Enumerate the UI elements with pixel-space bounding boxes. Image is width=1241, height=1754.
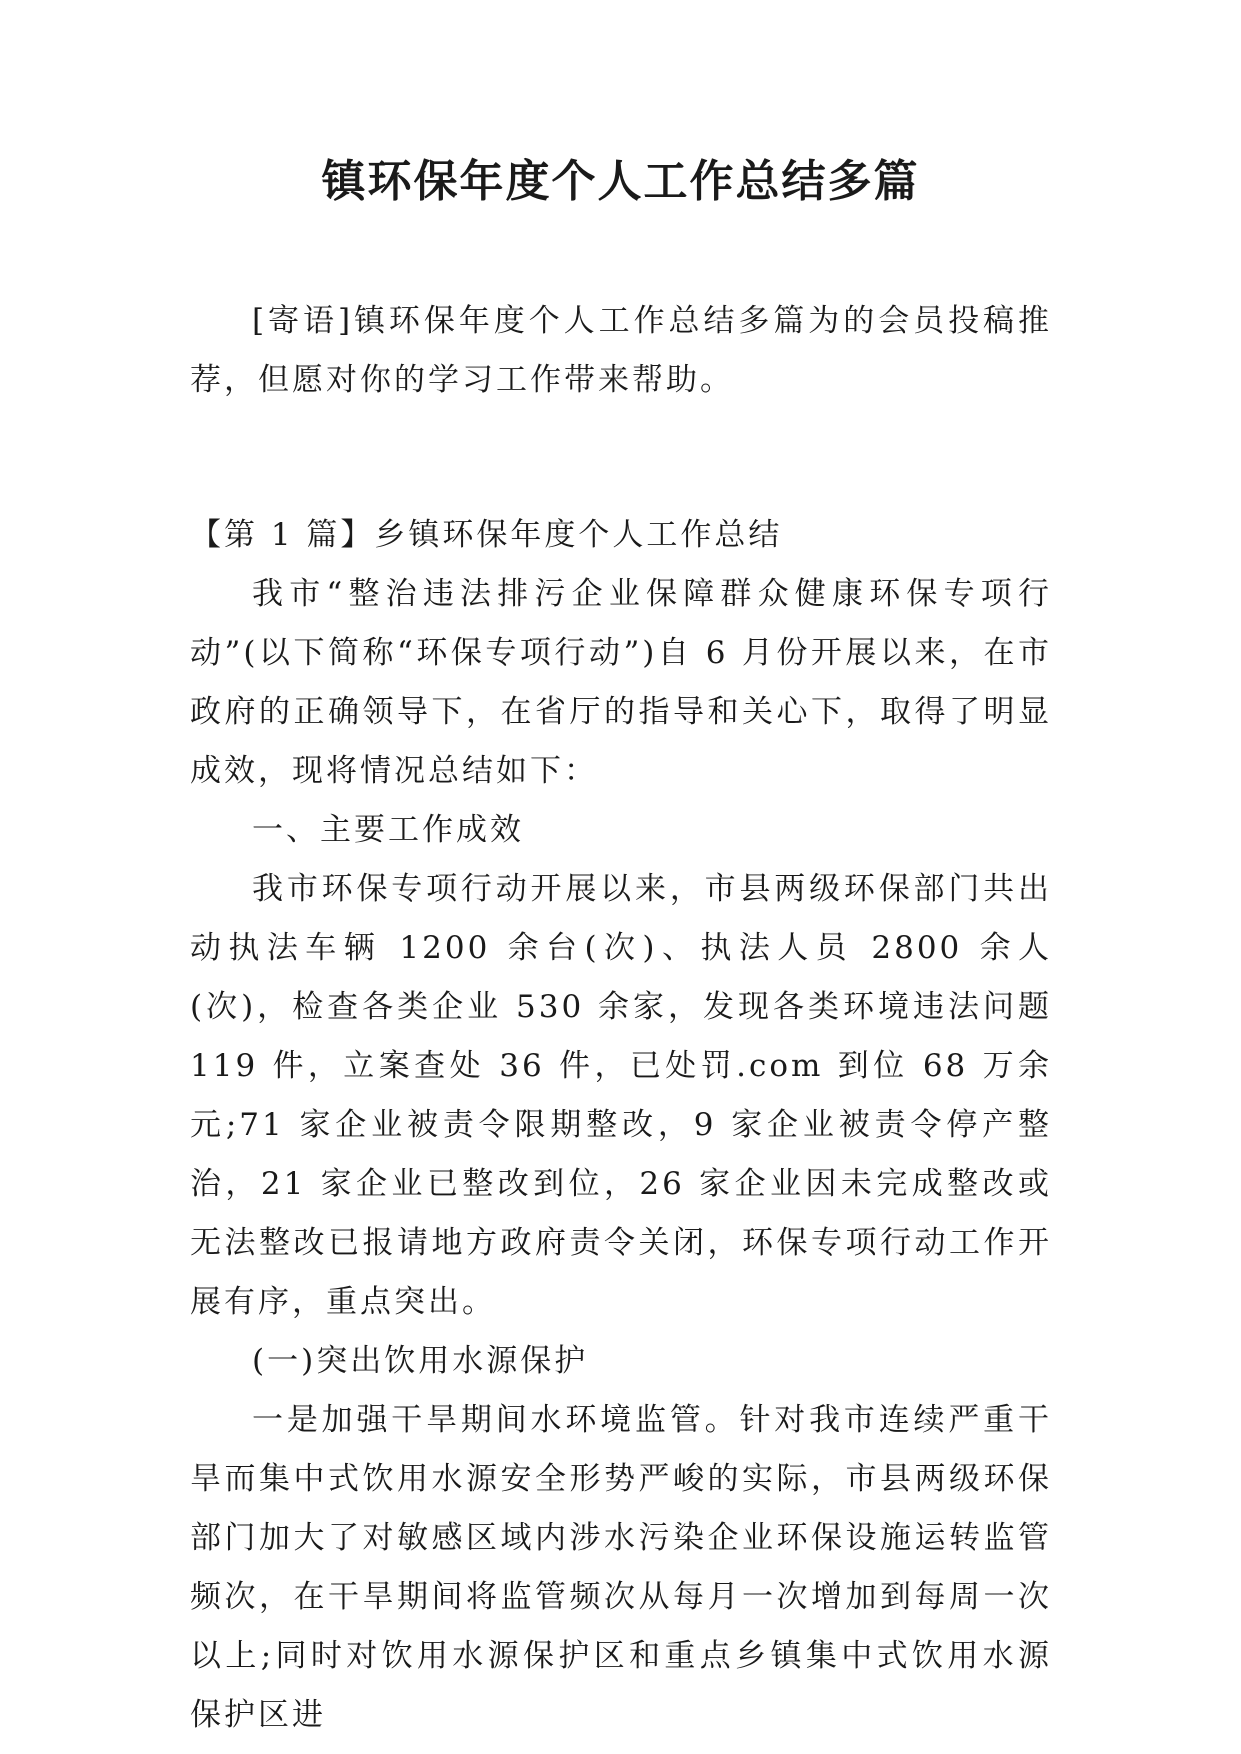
body-paragraph: 我市“整治违法排污企业保障群众健康环保专项行动”(以下简称“环保专项行动”)自 6 月份开展以来，在市政府的正确领导下，在省厅的指导和关心下，取得了明显成效，现将情况总结如下： xyxy=(190,576,1052,789)
subheading-main-results: 一、主要工作成效 xyxy=(252,812,524,848)
document-title: 镇环保年度个人工作总结多篇 xyxy=(321,156,920,207)
spacer xyxy=(190,410,1052,506)
subheading-water-source: (一)突出饮用水源保护 xyxy=(252,1343,589,1379)
document-body xyxy=(190,292,1052,1745)
body-paragraph: 我市环保专项行动开展以来，市县两级环保部门共出动执法车辆 1200 余台(次)、执法人员 2800 余人(次)，检查各类企业 530 余家，发现各类环境违法问题 119 件，立案查处 36 件，已处罚.com 到位 68 万余元;71 家企业被责令限期整改，9 家企业被责令停产整治，21 家企业已整改到位，26 家企业因未完成整改或无法整改已报请地方政府责令关闭，环保专项行动工作开展有序，重点突出。 xyxy=(190,871,1052,1320)
section-heading: 【第 1 篇】乡镇环保年度个人工作总结 xyxy=(190,517,783,553)
intro-paragraph: [寄语]镇环保年度个人工作总结多篇为的会员投稿推荐，但愿对你的学习工作带来帮助。 xyxy=(190,303,1052,398)
body-paragraph: 一是加强干旱期间水环境监管。针对我市连续严重干旱而集中式饮用水源安全形势严峻的实际，市县两级环保部门加大了对敏感区域内涉水污染企业环保设施运转监管频次，在干旱期间将监管频次从每月一次增加到每周一次以上;同时对饮用水源保护区和重点乡镇集中式饮用水源保护区进 xyxy=(190,1402,1052,1733)
